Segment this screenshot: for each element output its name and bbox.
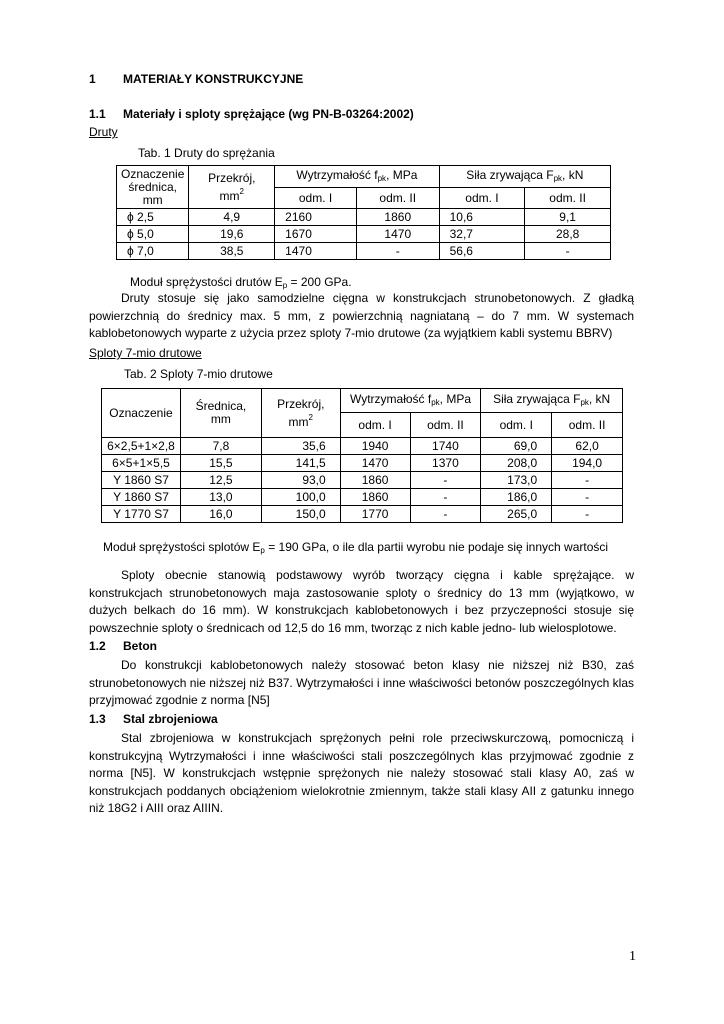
cell: 9,1: [525, 209, 611, 226]
cell: 15,5: [180, 455, 261, 472]
cell: 1470: [356, 226, 439, 243]
header-unit: , kN: [588, 391, 611, 406]
cell: -: [356, 243, 439, 260]
cell: 16,0: [180, 506, 261, 523]
cell: 93,0: [261, 472, 340, 489]
header-text: Wytrzymałość f: [296, 167, 378, 182]
cell: 35,6: [261, 438, 340, 455]
cell: 7,8: [180, 438, 261, 455]
cell: -: [552, 489, 623, 506]
header-wytrzymalosc: [275, 166, 439, 188]
unit: mm: [219, 188, 240, 203]
table-row: [117, 226, 611, 243]
subscript: p: [260, 546, 265, 555]
unit: mm: [288, 414, 309, 429]
header-unit: [193, 185, 270, 203]
header-line: mm: [142, 192, 163, 207]
cell: 13,0: [180, 489, 261, 506]
section-title: MATERIAŁY KONSTRUKCYJNE: [123, 72, 304, 86]
cell: 1940: [340, 438, 410, 455]
subheader: odm. II: [410, 413, 481, 438]
text: = 200 GPa.: [287, 275, 352, 289]
header-unit: [266, 411, 336, 429]
table-row: [102, 489, 623, 506]
cell: Y 1860 S7: [102, 472, 181, 489]
table-row: [117, 243, 611, 260]
table-row: [102, 506, 623, 523]
cell: 62,0: [552, 438, 623, 455]
header-unit: , MPa: [439, 391, 472, 406]
cell: 6×2,5+1×2,8: [102, 438, 181, 455]
header-text: Siła zrywająca F: [466, 167, 554, 182]
cell: 2160: [275, 209, 357, 226]
subscript: p: [282, 281, 288, 290]
subheader: odm. I: [439, 188, 525, 209]
table-row: [102, 455, 623, 472]
header-wytrzymalosc: [340, 389, 481, 413]
paragraph-sploty: Sploty obecnie stanowią podstawowy wyrób tworzący cięgna i kable sprężające. w konstrukcjach strunobetonowych maja zastosowanie sploty o średnicy do 13 mm (wyjątkowo, w dużych belkach do 16 mm). W konstrukcjach kablobetonowych i bez przyczepności stosuje się powszechnie sploty o średnicach od 12,5 do 16 mm, tworząc z nich kable jedno- lub wielosplotowe.: [89, 568, 634, 635]
header-sub: pk: [553, 173, 563, 183]
cell: 1860: [340, 489, 410, 506]
text: Moduł sprężystości drutów E: [130, 275, 283, 289]
cell: 32,7: [439, 226, 525, 243]
section-number: 1: [89, 72, 96, 86]
header-sila: [439, 166, 610, 188]
cell: 1470: [275, 243, 357, 260]
cell: 28,8: [525, 226, 611, 243]
header-sub: pk: [580, 397, 589, 407]
cell: 1470: [340, 455, 410, 472]
subsection-heading: [89, 639, 157, 653]
section-heading: [89, 72, 303, 86]
cell: 141,5: [261, 455, 340, 472]
table1-caption: Tab. 1 Druty do sprężania: [138, 146, 275, 160]
subheader: odm. I: [340, 413, 410, 438]
cell: -: [525, 243, 611, 260]
cell: 1860: [356, 209, 439, 226]
subsection-number: 1.2: [89, 639, 106, 653]
subsection-number: 1.3: [89, 712, 106, 726]
subheader: odm. II: [356, 188, 439, 209]
header-text: Wytrzymałość f: [349, 391, 432, 406]
table-row: [102, 472, 623, 489]
cell: 38,5: [189, 243, 275, 260]
table2-caption: Tab. 2 Sploty 7-mio drutowe: [124, 367, 273, 381]
header-sub: pk: [431, 397, 440, 407]
cell: 186,0: [481, 489, 552, 506]
cell: 19,6: [189, 226, 275, 243]
cell: 56,6: [439, 243, 525, 260]
druty-label: Druty: [89, 125, 118, 139]
text: Moduł sprężystości splotów E: [103, 540, 261, 554]
cell: -: [552, 472, 623, 489]
cell: -: [552, 506, 623, 523]
subsection-heading: [89, 712, 218, 726]
cell: 208,0: [481, 455, 552, 472]
subheader: odm. I: [275, 188, 357, 209]
header-sila: [481, 389, 623, 413]
paragraph-druty: Druty stosuje się jako samodzielne cięgna w konstrukcjach strunobetonowych. Z gładką powierzchnią do średnicy max. 5 mm, z powierzchnią nagniataną – do 7 mm. W systemach kablobetonowych wyparte z użycia przez sploty 7-mio drutowe (za wyjątkiem kabli systemu BBRV): [89, 291, 634, 340]
subheader: odm. I: [481, 413, 552, 438]
cell: 100,0: [261, 489, 340, 506]
subsection-number: 1.1: [89, 107, 106, 121]
cell: ϕ 7,0: [117, 243, 189, 260]
paragraph-stal: Stal zbrojeniowa w konstrukcjach sprężonych pełni role przeciwskurczową, pomocniczą i konstrukcyjną Wytrzymałości i inne właściwości stali poszczególnych klas przyjmować zgodnie z norma [N5]. W konstrukcjach wstępnie sprężonych nie należy stosować stali klasy A0, zaś w konstrukcjach poddanych obciążeniom wielokrotnie zmiennym, także stali klasy AII z gatunku innego niż 18G2 i AIII oraz AIIIN.: [89, 731, 634, 815]
paragraph-beton: Do konstrukcji kablobetonowych należy stosować beton klasy nie niższej niż B30, zaś strunobetonowych nie niższej niż B37. Wytrzymałości i inne właściwości betonów poszczególnych klas przyjmować zgodnie z norma [N5]: [89, 658, 634, 707]
cell: 4,9: [189, 209, 275, 226]
cell: -: [410, 506, 481, 523]
table-sploty: [101, 388, 623, 523]
header-text: Siła zrywająca F: [493, 391, 581, 406]
cell: ϕ 2,5: [117, 209, 189, 226]
cell: 12,5: [180, 472, 261, 489]
cell: 1860: [340, 472, 410, 489]
subheader: odm. II: [525, 188, 611, 209]
header-line: Przekrój,: [208, 170, 256, 185]
header-przekroj: [261, 389, 340, 438]
cell: 194,0: [552, 455, 623, 472]
cell: 1770: [340, 506, 410, 523]
unit-sup: 2: [239, 186, 244, 196]
header-srednica: [180, 389, 261, 438]
header-sub: pk: [377, 173, 387, 183]
table-row: [102, 438, 623, 455]
cell: -: [410, 472, 481, 489]
cell: 1670: [275, 226, 357, 243]
subsection-title: Stal zbrojeniowa: [123, 712, 218, 726]
sploty-label: Sploty 7-mio drutowe: [89, 346, 202, 360]
cell: -: [410, 489, 481, 506]
cell: 1740: [410, 438, 481, 455]
header-oznaczenie: Oznaczenie: [102, 389, 181, 438]
cell: 10,6: [439, 209, 525, 226]
header-unit: , kN: [562, 167, 584, 182]
cell: Y 1770 S7: [102, 506, 181, 523]
header-unit: , MPa: [386, 167, 418, 182]
cell: 173,0: [481, 472, 552, 489]
cell: 265,0: [481, 506, 552, 523]
text: = 190 GPa, o ile dla partii wyrobu nie podaje się innych wartości: [264, 540, 609, 554]
subheader: odm. II: [552, 413, 623, 438]
cell: 150,0: [261, 506, 340, 523]
page-number: 1: [629, 949, 636, 964]
modulus-splotow: [103, 540, 608, 555]
header-line: Oznaczenie: [121, 166, 185, 181]
header-line: mm: [210, 412, 231, 426]
cell: 6×5+1×5,5: [102, 455, 181, 472]
table-druty: [116, 165, 611, 260]
subsection-title: Materiały i sploty sprężające (wg PN-B-03264:2002): [123, 107, 414, 121]
header-line: Przekrój,: [277, 396, 325, 411]
subsection-title: Beton: [123, 639, 157, 653]
header-przekroj: [189, 166, 275, 209]
cell: 69,0: [481, 438, 552, 455]
cell: 1370: [410, 455, 481, 472]
unit-sup: 2: [308, 412, 313, 422]
subsection-heading: [89, 107, 414, 121]
table-row: [117, 209, 611, 226]
header-line: średnica,: [128, 179, 178, 194]
modulus-drutow: [130, 275, 352, 290]
header-oznaczenie: [117, 166, 189, 209]
header-line: Średnica,: [195, 399, 247, 413]
cell: ϕ 5,0: [117, 226, 189, 243]
cell: Y 1860 S7: [102, 489, 181, 506]
